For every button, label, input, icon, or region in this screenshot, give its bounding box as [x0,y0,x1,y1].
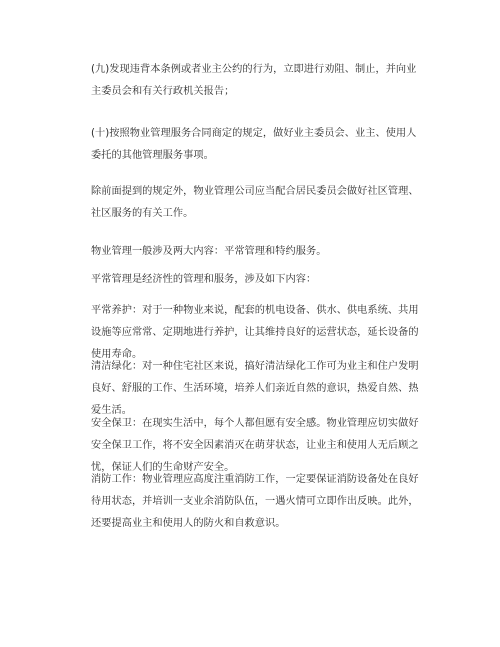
paragraph-fire-safety: 消防工作：物业管理应高度注重消防工作，一定要保证消防设备处在良好待用状态，并培训一支业余消防队伍，一遇火情可立即作出反映。此外，还要提高业主和使用人的防火和自救意识。 [91,474,419,529]
paragraph-item-10: (十)按照物业管理服务合同商定的规定，做好业主委员会、业主、使用人委托的其他管理服务事项。 [91,128,417,161]
paragraph-routine-management-intro: 平常管理是经济性的管理和服务，涉及如下内容： [91,274,317,285]
paragraph-maintenance: 平常养护：对于一种物业来说，配套的机电设备、供水、供电系统、共用设施等应常常、定期地进行养护，让其维持良好的运营状态，延长设备的使用寿命。 [91,305,419,360]
paragraph-cleaning-greening: 清洁绿化：对一种住宅社区来说，搞好清洁绿化工作可为业主和住户发明良好、舒服的工作、生活环境，培养人们亲近自然的意识，热爱自然、热爱生活。 [91,361,419,416]
paragraph-management-scope: 物业管理一般涉及两大内容：平常管理和特约服务。 [91,246,327,257]
paragraph-security: 安全保卫：在现实生活中，每个人都但愿有安全感。物业管理应切实做好安全保卫工作，将不安全因素消灭在萌芽状态，让业主和使用人无后顾之忧，保证人们的生命财产安全。 [91,418,419,473]
paragraph-item-9: (九)发现违背本条例或者业主公约的行为，立即进行劝阻、制止，并向业主委员会和有关行政机关报告； [91,64,417,97]
paragraph-community-cooperation: 除前面提到的规定外，物业管理公司应当配合居民委员会做好社区管理、社区服务的有关工作。 [91,186,419,219]
